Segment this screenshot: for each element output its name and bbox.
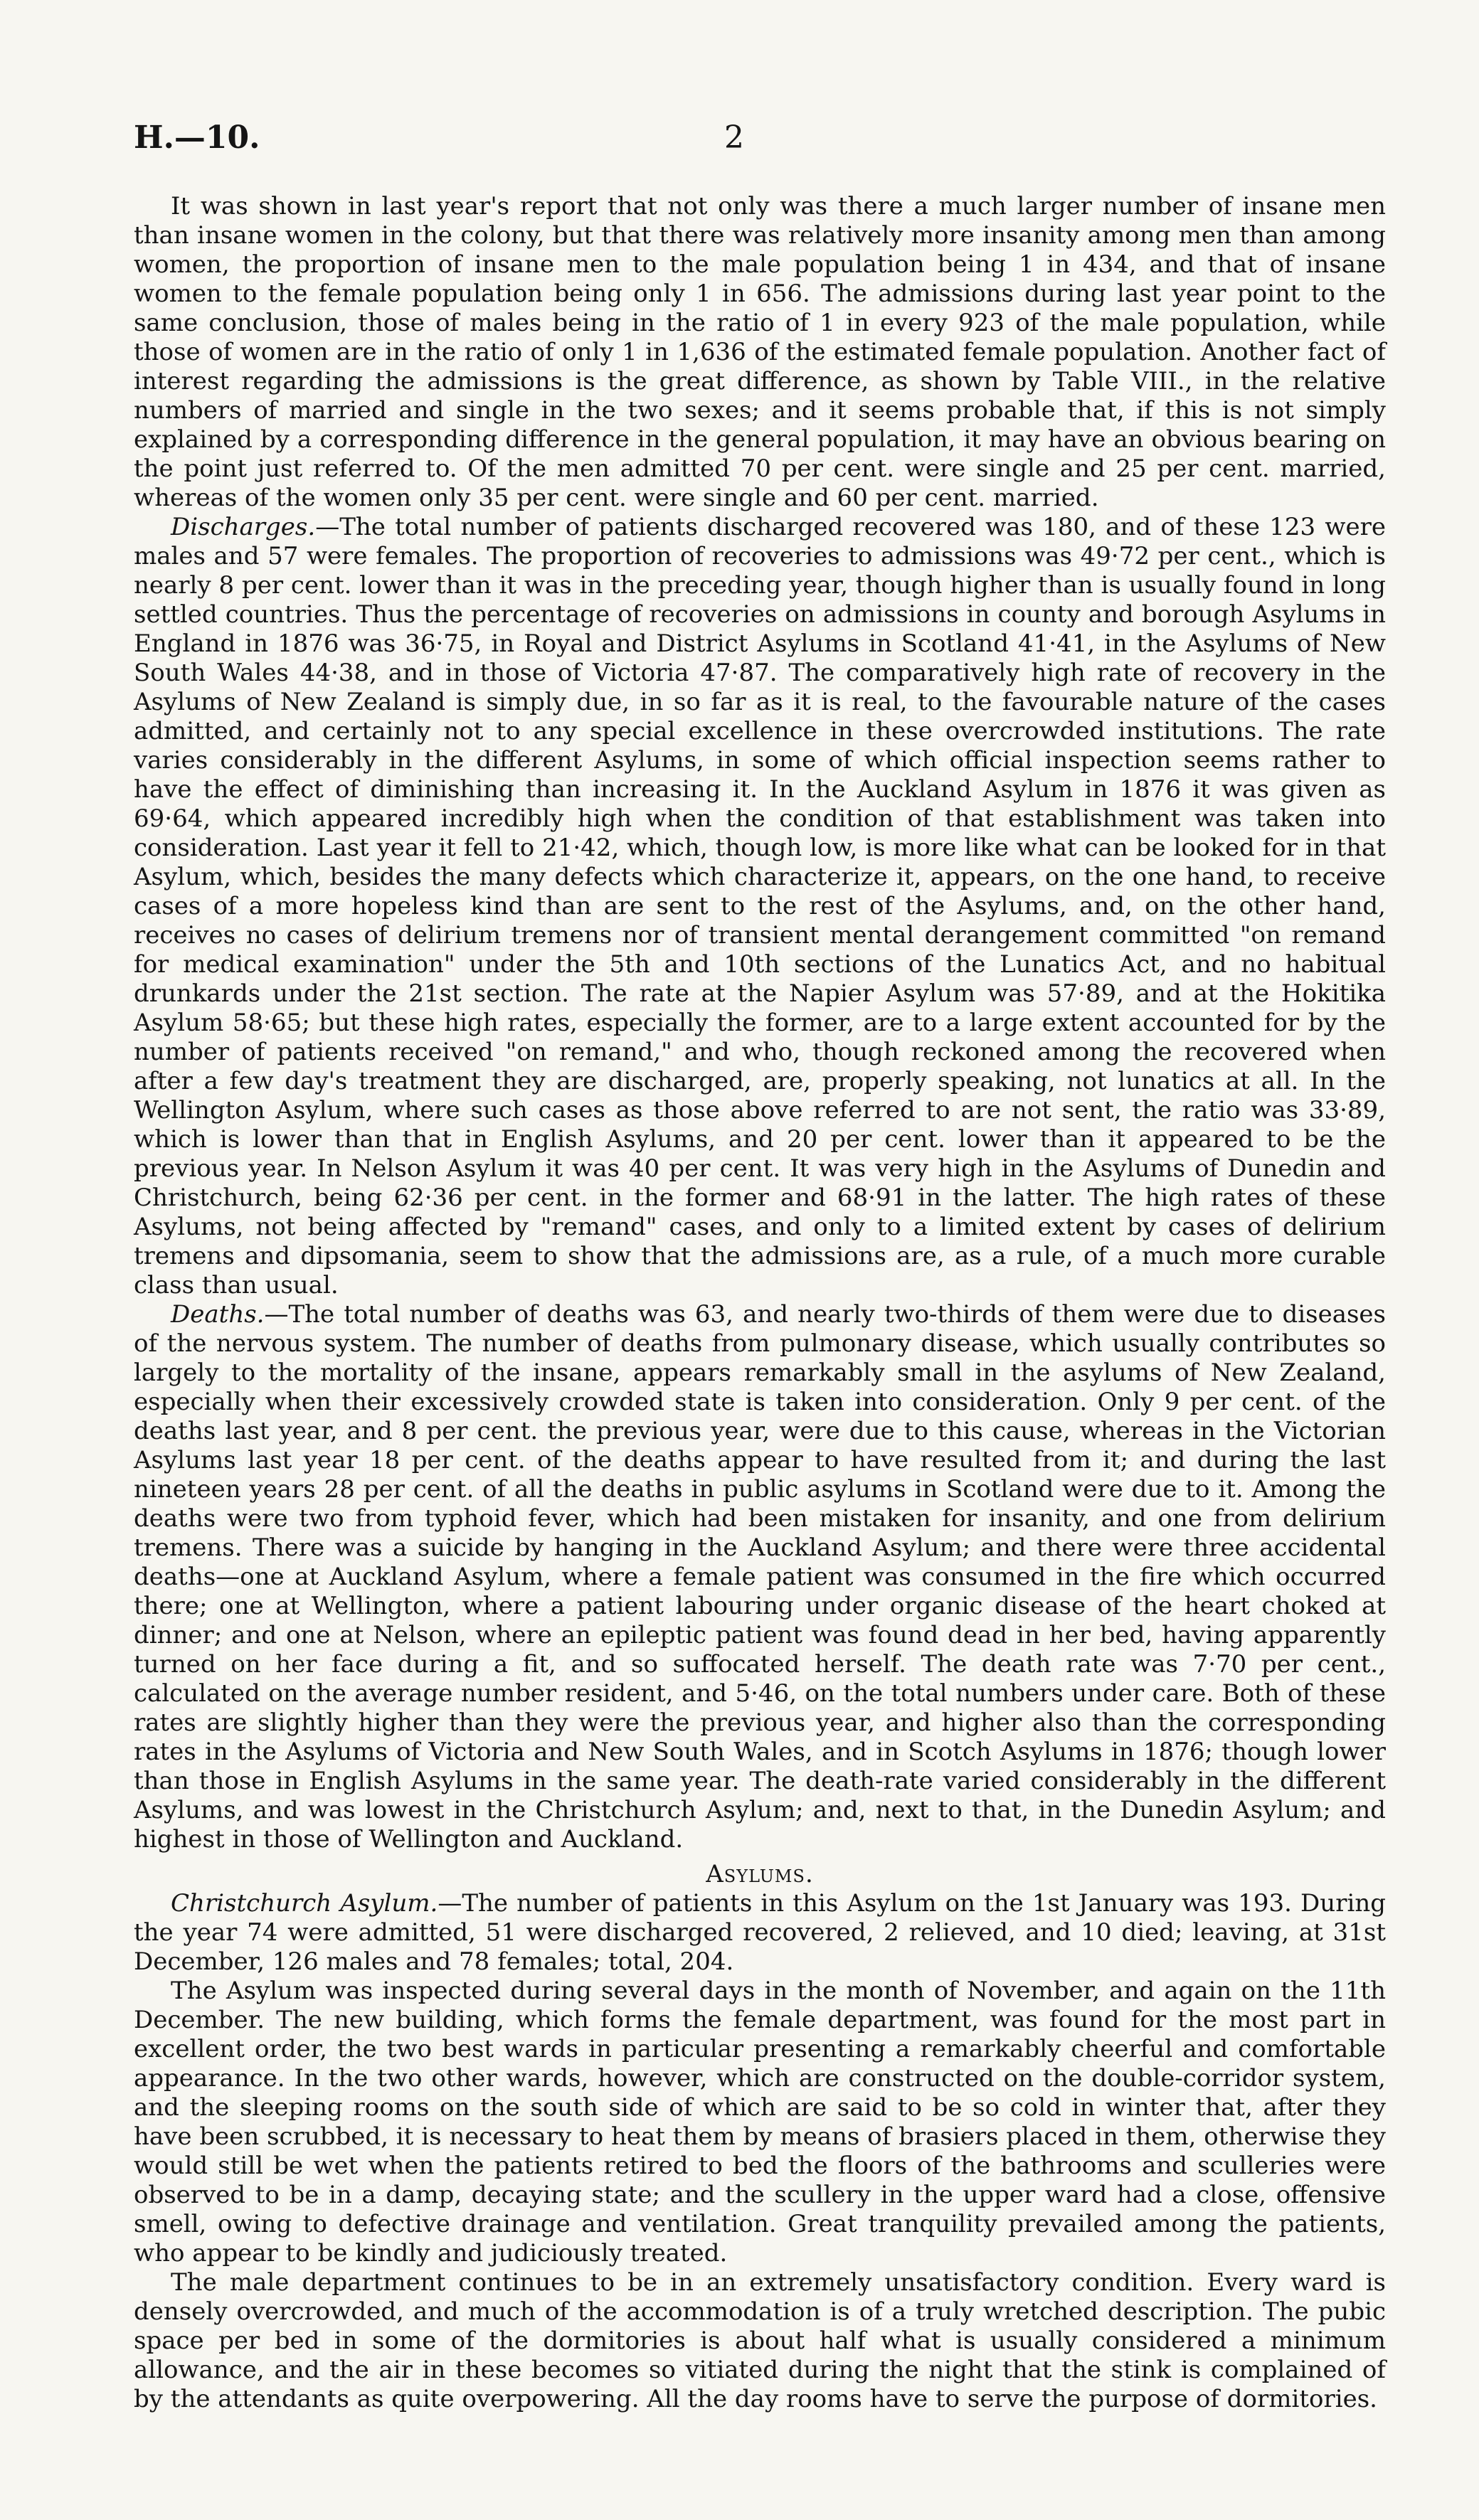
paragraph-text: —The total number of patients discharged recovered was 180, and of these 123 were males and 57 were females. The proportion of recoveries to admissions was 49·72 per cent., which is nearly 8 per cent. lower than it was in the preceding year, though higher than is usually found in long settled countries. Thus the percentage of recoveries on admissions in county and borough Asylums in England in 1876 was 36·75, in Royal and District Asylums in Scotland 41·41, in the Asylums of New South Wales 44·38, and in those of Victoria 47·87. The comparatively high rate of recovery in the Asylums of New Zealand is simply due, in so far as it is real, to the favourable nature of the cases admitted, and certainly not to any special excellence in these overcrowded institutions. The rate varies considerably in the different Asylums, in some of which official inspection seems rather to have the effect of diminishing than increasing it. In the Auckland Asylum in 1876 it was given as 69·64, which appeared incredibly high when the condition of that establishment was taken into consideration. Last year it fell to 21·42, which, though low, is more like what can be looked for in that Asylum, which, besides the many defects which characterize it, appears, on the one hand, to receive cases of a more hopeless kind than are sent to the rest of the Asylums, and, on the other hand, receives no cases of delirium tremens nor of transient mental derangement committed "on remand for medical examination" under the 5th and 10th sections of the Lunatics Act, and no habitual drunkards under the 21st section. The rate at the Napier Asylum was 57·89, and at the Hokitika Asylum 58·65; but these high rates, especially the former, are to a large extent accounted for by the number of patients received "on remand," and who, though reckoned among the recovered when after a few day's treatment they are discharged, are, properly speaking, not lunatics at all. In the Wellington Asylum, where such cases as those above referred to are not sent, the ratio was 33·89, which is lower than that in English Asylums, and 20 per cent. lower than it appeared to be the previous year. In Nelson Asylum it was 40 per cent. It was very high in the Asylums of Dunedin and Christchurch, being 62·36 per cent. in the former and 68·91 in the latter. The high rates of these Asylums, not being affected by "remand" cases, and only to a limited extent by cases of delirium tremens and dipsomania, seem to show that the admissions are, as a rule, of a much more curable class than usual. bbox=[134, 513, 1386, 1299]
paragraph-insanity-by-sex bbox=[134, 192, 1386, 513]
paragraph-title: Christchurch Asylum. bbox=[171, 1889, 438, 1918]
page-header bbox=[134, 119, 1386, 162]
paragraph-title: Deaths. bbox=[171, 1300, 265, 1329]
paragraph-text: The Asylum was inspected during several days in the month of November, and again on the 11th December. The new building, which forms the female department, was found for the most part in excellent order, the two best wards in particular presenting a remarkably cheerful and comfortable appearance. In the two other wards, however, which are constructed on the double-corridor system, and the sleeping rooms on the south side of which are said to be so cold in winter that, after they have been scrubbed, it is necessary to heat them by means of brasiers placed in them, otherwise they would still be wet when the patients retired to bed the floors of the bathrooms and sculleries were observed to be in a damp, decaying state; and the scullery in the upper ward had a close, offensive smell, owing to defective drainage and ventilation. Great tranquility prevailed among the patients, who appear to be kindly and judiciously treated. bbox=[134, 1977, 1386, 2268]
paragraph-inspection bbox=[134, 1977, 1386, 2268]
paragraph-discharges bbox=[134, 513, 1386, 1300]
paragraph-title: Discharges. bbox=[171, 513, 316, 541]
page-number: 2 bbox=[724, 119, 744, 156]
paragraph-christchurch-asylum bbox=[134, 1889, 1386, 1977]
document-reference: H.—10. bbox=[134, 119, 260, 156]
section-heading: Asylums. bbox=[706, 1860, 814, 1888]
paragraph-text: The male department continues to be in an extremely unsatisfactory condition. Every ward is densely overcrowded, and much of the accommodation is of a truly wretched description. The pubic space per bed in some of the dormitories is about half what is usually considered a minimum allowance, and the air in these becomes so vitiated during the night that the stink is complained of by the attendants as quite overpowering. All the day rooms have to serve the purpose of dormitories. bbox=[134, 2268, 1386, 2413]
paragraph-text: —The total number of deaths was 63, and nearly two-thirds of them were due to diseases of the nervous system. The number of deaths from pulmonary disease, which usually contributes so largely to the mortality of the insane, appears remarkably small in the asylums of New Zealand, especially when their excessively crowded state is taken into consideration. Only 9 per cent. of the deaths last year, and 8 per cent. the previous year, were due to this cause, whereas in the Victorian Asylums last year 18 per cent. of the deaths appear to have resulted from it; and during the last nineteen years 28 per cent. of all the deaths in public asylums in Scotland were due to it. Among the deaths were two from typhoid fever, which had been mistaken for insanity, and one from delirium tremens. There was a suicide by hanging in the Auckland Asylum; and there were three accidental deaths—one at Auckland Asylum, where a female patient was consumed in the fire which occurred there; one at Wellington, where a patient labouring under organic disease of the heart choked at dinner; and one at Nelson, where an epileptic patient was found dead in her bed, having apparently turned on her face during a fit, and so suffocated herself. The death rate was 7·70 per cent., calculated on the average number resident, and 5·46, on the total numbers under care. Both of these rates are slightly higher than they were the previous year, and higher also than the corresponding rates in the Asylums of Victoria and New South Wales, and in Scotch Asylums in 1876; though lower than those in English Asylums in the same year. The death-rate varied considerably in the different Asylums, and was lowest in the Christchurch Asylum; and, next to that, in the Dunedin Asylum; and highest in those of Wellington and Auckland. bbox=[134, 1300, 1386, 1854]
body-text bbox=[134, 192, 1386, 2414]
paragraph-male-department bbox=[134, 2268, 1386, 2414]
paragraph-text: It was shown in last year's report that not only was there a much larger number of insane men than insane women in the colony, but that there was relatively more insanity among men than among women, the proportion of insane men to the male population being 1 in 434, and that of insane women to the female population being only 1 in 656. The admissions during last year point to the same conclusion, those of males being in the ratio of 1 in every 923 of the male population, while those of women are in the ratio of only 1 in 1,636 of the estimated female population. Another fact of interest regarding the admissions is the great difference, as shown by Table VIII., in the relative numbers of married and single in the two sexes; and it seems probable that, if this is not simply explained by a corresponding difference in the general population, it may have an obvious bearing on the point just referred to. Of the men admitted 70 per cent. were single and 25 per cent. married, whereas of the women only 35 per cent. were single and 60 per cent. married. bbox=[134, 192, 1386, 512]
paragraph-deaths bbox=[134, 1300, 1386, 1854]
paragraph-text: —The number of patients in this Asylum on the 1st January was 193. During the year 74 were admitted, 51 were discharged recovered, 2 relieved, and 10 died; leaving, at 31st December, 126 males and 78 females; total, 204. bbox=[134, 1889, 1386, 1976]
